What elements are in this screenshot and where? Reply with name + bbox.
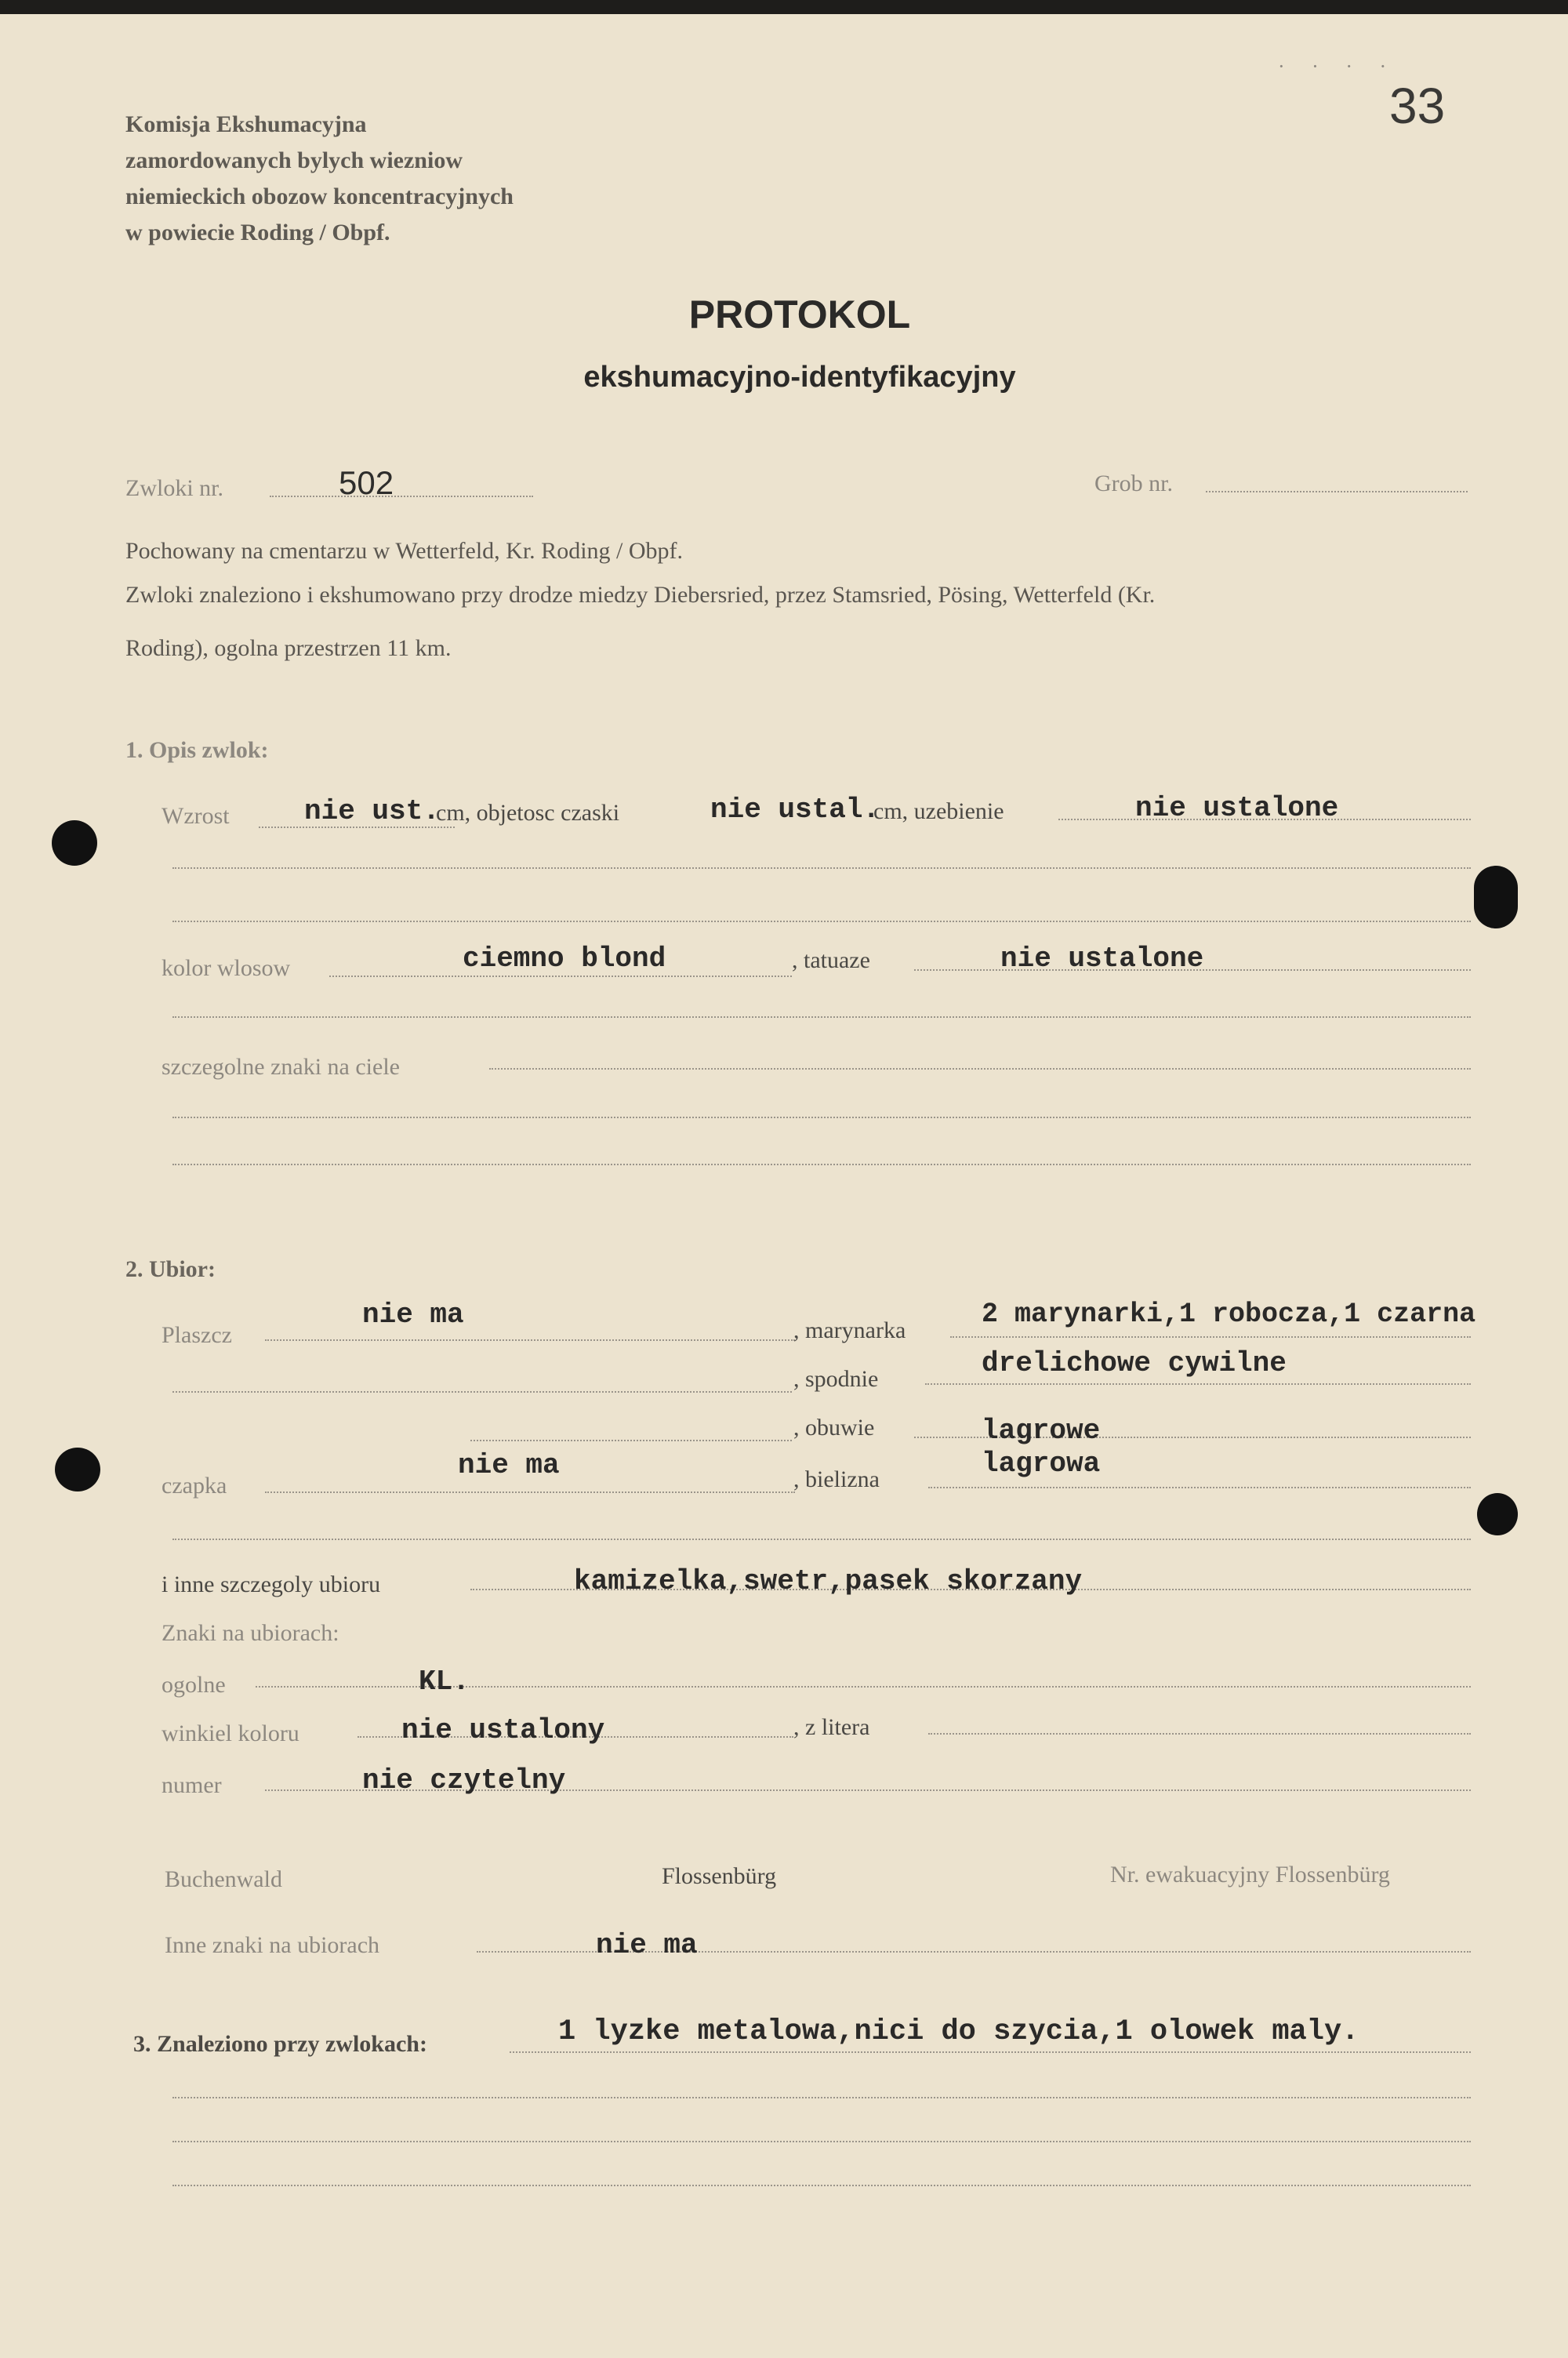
buchenwald-label: Buchenwald [165, 1866, 282, 1892]
spodnie-line [925, 1383, 1471, 1385]
grob-line [1206, 491, 1468, 492]
litera-line [928, 1733, 1471, 1735]
marynarka-label: , marynarka [793, 1317, 906, 1343]
uzebienie-label: cm, uzebienie [873, 798, 1004, 824]
czapka-label: czapka [162, 1473, 227, 1499]
evacuation-number-label: Nr. ewakuacyjny Flossenbürg [1110, 1862, 1390, 1887]
grob-label: Grob nr. [1094, 471, 1173, 496]
numer-label: numer [162, 1772, 222, 1798]
section-1-heading: 1. Opis zwlok: [125, 737, 269, 763]
blank-line-1 [172, 867, 1471, 869]
czaski-value: nie ustal. [710, 794, 880, 826]
czaski-label: cm, objetosc czaski [436, 800, 620, 826]
blank-line-9 [172, 2185, 1471, 2186]
obuwie-value: lagrowe [982, 1415, 1101, 1447]
kolor-value: ciemno blond [463, 943, 666, 975]
other-clothing-value: kamizelka,swetr,pasek skorzany [574, 1565, 1083, 1597]
czapka-line [265, 1491, 795, 1493]
zwloki-line [270, 496, 533, 497]
ogolne-value: KL. [419, 1666, 470, 1698]
punch-hole-right-bottom [1477, 1493, 1518, 1535]
plaszcz-value: nie ma [362, 1299, 464, 1331]
spodnie-label: , spodnie [793, 1366, 879, 1392]
found-items-line [510, 2051, 1471, 2053]
bielizna-label: , bielizna [793, 1466, 880, 1492]
scan-top-edge [0, 0, 1568, 14]
flossenburg-label: Flossenbürg [662, 1863, 777, 1889]
burial-place: Pochowany na cmentarzu w Wetterfeld, Kr. Roding / Obpf. [125, 538, 684, 564]
wzrost-label: Wzrost [162, 803, 230, 829]
page-number: 33 [1389, 78, 1446, 134]
special-marks-line [489, 1068, 1471, 1070]
blank-line-8 [172, 2141, 1471, 2142]
document-subtitle: ekshumacyjno-identyfikacyjny [583, 361, 1016, 394]
spodnie-value: drelichowe cywilne [982, 1347, 1287, 1379]
found-location-line-1: Zwloki znaleziono i ekshumowano przy drodze miedzy Diebersried, przez Stamsried, Pösing, Wetterfeld (Kr. [125, 582, 1156, 608]
tatuaze-value: nie ustalone [1000, 943, 1204, 975]
special-marks-label: szczegolne znaki na ciele [162, 1054, 400, 1080]
blank-line-2 [172, 921, 1471, 922]
winkiel-value: nie ustalony [401, 1714, 605, 1746]
blank-line-4 [172, 1117, 1471, 1118]
bielizna-value: lagrowa [982, 1448, 1101, 1480]
document-title: PROTOKOL [688, 292, 911, 336]
czapka-value: nie ma [458, 1449, 560, 1481]
marynarka-line [950, 1336, 1471, 1338]
tatuaze-label: , tatuaze [792, 947, 870, 973]
zwloki-label: Zwloki nr. [125, 475, 223, 501]
other-clothing-label: i inne szczegoly ubioru [162, 1571, 381, 1597]
punch-hole-left-bottom [55, 1448, 100, 1491]
found-items-value: 1 lyzke metalowa,nici do szycia,1 olowek maly. [558, 2015, 1359, 2048]
kolor-line [329, 976, 792, 977]
punch-hole-left-top [52, 820, 97, 866]
plaszcz-line-2 [172, 1391, 792, 1393]
plaszcz-line [265, 1339, 795, 1341]
bielizna-line [928, 1487, 1471, 1488]
header-line-3: niemieckich obozow koncentracyjnych [125, 183, 514, 209]
punch-hole-right-top [1474, 866, 1518, 928]
found-items-label: 3. Znaleziono przy zwlokach: [133, 2031, 427, 2057]
header-line-4: w powiecie Roding / Obpf. [125, 220, 390, 245]
other-clothing-marks-value: nie ma [596, 1929, 698, 1961]
blank-line-5 [172, 1164, 1471, 1165]
numer-value: nie czytelny [362, 1764, 566, 1797]
clothing-marks-heading: Znaki na ubiorach: [162, 1620, 339, 1646]
obuwie-label: , obuwie [793, 1415, 875, 1441]
header-line-1: Komisja Ekshumacyjna [125, 111, 367, 137]
commission-header [125, 107, 514, 251]
marynarka-value: 2 marynarki,1 robocza,1 czarna [982, 1299, 1476, 1330]
kolor-label: kolor wlosow [162, 955, 291, 981]
wzrost-value: nie ust. [304, 795, 440, 827]
header-line-2: zamordowanych bylych wiezniow [125, 147, 463, 173]
plaszcz-label: Plaszcz [162, 1322, 232, 1348]
section-2-heading: 2. Ubior: [125, 1256, 216, 1282]
uzebienie-value: nie ustalone [1135, 792, 1339, 824]
litera-label: , z litera [793, 1714, 870, 1740]
ogolne-label: ogolne [162, 1672, 226, 1698]
winkiel-label: winkiel koloru [162, 1720, 299, 1746]
page-number-marks: · · · · [1278, 55, 1398, 78]
found-location-line-2: Roding), ogolna przestrzen 11 km. [125, 635, 452, 661]
obuwie-prefix-line [470, 1440, 792, 1441]
blank-line-6 [172, 1539, 1471, 1540]
blank-line-3 [172, 1016, 1471, 1018]
zwloki-value: 502 [339, 464, 394, 501]
blank-line-7 [172, 2097, 1471, 2098]
other-clothing-marks-label: Inne znaki na ubiorach [165, 1932, 380, 1958]
